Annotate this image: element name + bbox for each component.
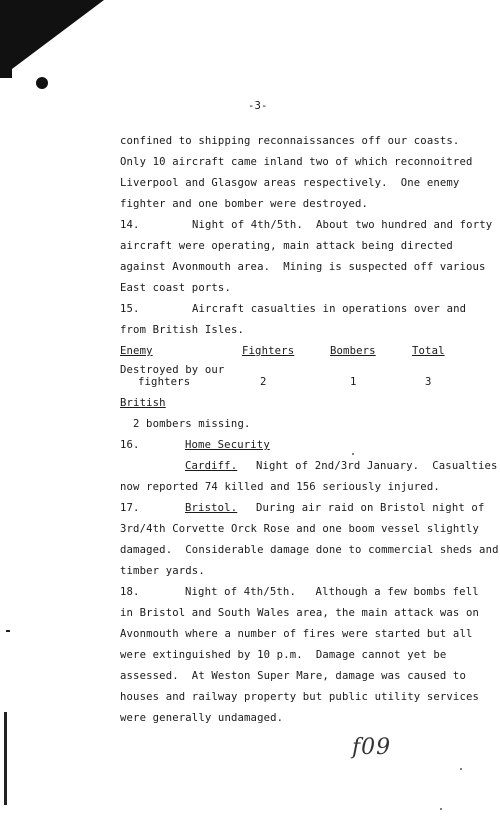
text-line: were extinguished by 10 p.m. Damage cannot yet be [120, 649, 447, 661]
table-row-label: Destroyed by our [120, 364, 225, 376]
paragraph-number: 17. [120, 502, 140, 514]
text-line: Avonmouth where a number of fires were started but all [120, 628, 473, 640]
text-line: fighter and one bomber were destroyed. [120, 198, 369, 210]
text-line: damaged. Considerable damage done to commercial sheds and [120, 544, 499, 556]
text-line: 3rd/4th Corvette Orck Rose and one boom vessel slightly [120, 523, 480, 535]
page-number: -3- [248, 100, 268, 112]
text-line: were generally undamaged. [120, 712, 284, 724]
paragraph-number: 16. [120, 439, 140, 451]
text-line: timber yards. [120, 565, 205, 577]
text-line: East coast ports. [120, 282, 231, 294]
paragraph-number: 18. [120, 586, 140, 598]
table-cell-fighters: 2 [260, 376, 267, 388]
text-line: in Bristol and South Wales area, the main attack was on [120, 607, 480, 619]
table-header-enemy: Enemy [120, 345, 153, 357]
place-heading-cardiff: Cardiff. [185, 460, 238, 472]
text-line: Night of 4th/5th. About two hundred and forty [192, 219, 493, 231]
text-line: houses and railway property but public utility services [120, 691, 480, 703]
table-header-total: Total [412, 345, 445, 357]
speck [440, 808, 442, 810]
place-heading-bristol: Bristol. [185, 502, 238, 514]
text-line: from British Isles. [120, 324, 245, 336]
text-line: 2 bombers missing. [133, 418, 251, 430]
text-line: against Avonmouth area. Mining is suspected off various [120, 261, 486, 273]
speck [460, 768, 462, 770]
text-line: assessed. At Weston Super Mare, damage was caused to [120, 670, 466, 682]
text-line: During air raid on Bristol night of [256, 502, 485, 514]
speck [352, 453, 354, 455]
scan-edge-shadow [0, 0, 12, 78]
text-line: Aircraft casualties in operations over and [192, 303, 467, 315]
handwritten-folio-number: f09 [352, 735, 392, 760]
table-header-fighters: Fighters [242, 345, 295, 357]
table-row-label: fighters [138, 376, 191, 388]
paragraph-number: 14. [120, 219, 140, 231]
scan-corner-shadow [0, 0, 104, 78]
text-line: Liverpool and Glasgow areas respectively. One enemy [120, 177, 460, 189]
text-line: Only 10 aircraft came inland two of which reconnoitred [120, 156, 473, 168]
table-cell-total: 3 [425, 376, 432, 388]
section-heading-home-security: Home Security [185, 439, 270, 451]
text-line: Night of 2nd/3rd January. Casualties [256, 460, 498, 472]
margin-mark [6, 630, 10, 632]
text-line: confined to shipping reconnaissances off our coasts. [120, 135, 460, 147]
paragraph-number: 15. [120, 303, 140, 315]
table-header-bombers: Bombers [330, 345, 376, 357]
text-line: now reported 74 killed and 156 seriously injured. [120, 481, 440, 493]
margin-bar [4, 712, 7, 805]
text-line: Night of 4th/5th. Although a few bombs fell [185, 586, 479, 598]
text-line: aircraft were operating, main attack being directed [120, 240, 453, 252]
punch-hole [36, 77, 48, 89]
table-cell-bombers: 1 [350, 376, 357, 388]
section-heading-british: British [120, 397, 166, 409]
